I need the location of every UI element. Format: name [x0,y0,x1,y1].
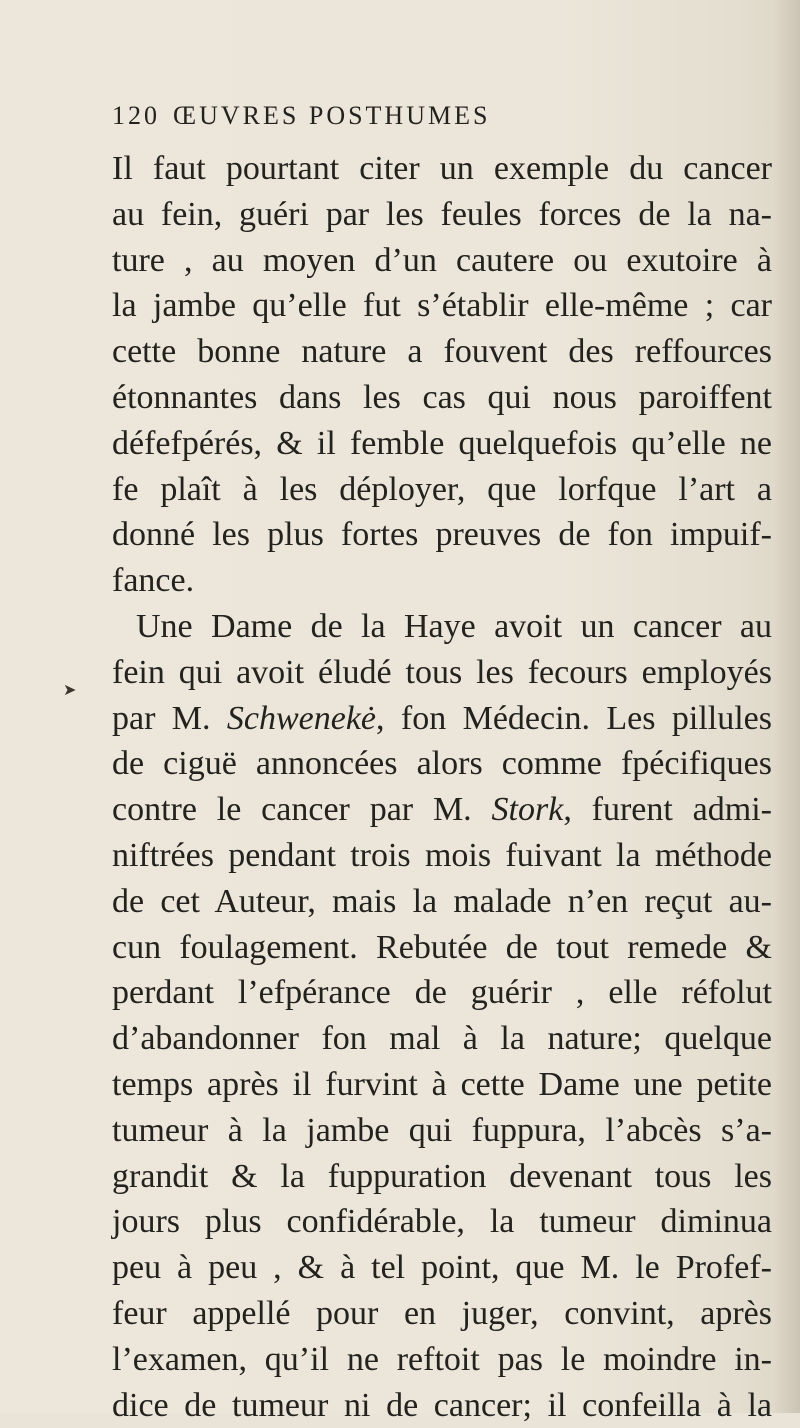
text-line: grandit & la fuppuration devenant tous les [112,1157,772,1195]
text-line: défefpérés, & il femble quelquefois qu’elle ne [112,424,772,462]
text-line: de ciguë annoncées alors comme fpécifiques [112,745,772,783]
margin-mark: ➤ [63,682,77,699]
italic-name: Stork [491,791,564,829]
text-line: peu à peu , & à tel point, que M. le Profef- [112,1249,772,1287]
text-line: jours plus confidérable, la tumeur diminua [112,1203,772,1241]
text-line: dice de tumeur ni de cancer; il confeilla à la [112,1386,772,1424]
text-line: Il faut pourtant citer un exemple du cancer [112,150,772,187]
text-line: fance. [112,562,195,600]
text-line: cette bonne nature a fouvent des reffources [112,333,772,371]
text-line: niftrées pendant trois mois fuivant la méthode [112,836,772,874]
text-line: d’abandonner fon mal à la nature; quelque [112,1020,772,1058]
running-title: ŒUVRES POSTHUMES [173,101,491,130]
text-line: temps après il furvint à cette Dame une petite [112,1065,772,1103]
body-text [112,146,772,1428]
text-line: fein qui avoit éludé tous les fecours employés [112,653,772,691]
text-line: tumeur à la jambe qui fuppura, l’abcès s’a- [112,1111,772,1149]
text-line: perdant l’efpérance de guérir , elle réfolut [112,974,772,1012]
text-line: ture , au moyen d’un cautere ou exutoire à [112,241,772,279]
text-line: Une Dame de la Haye avoit un cancer au [136,607,772,645]
running-head [112,96,672,136]
text-line: au fein, guéri par les feules forces de la na- [112,195,772,233]
text-line: la jambe qu’elle fut s’établir elle-même ; car [112,287,772,325]
text-line: donné les plus fortes preuves de fon impuif- [112,516,772,554]
text-line: étonnantes dans les cas qui nous paroiffent [112,378,772,416]
text-line: l’examen, qu’il ne reftoit pas le moindre in- [112,1340,772,1378]
page-edge-shadow [774,0,800,1413]
text-line: par M. Schwenekė, fon Médecin. Les pillules [112,699,772,737]
page-number: 120 [112,101,160,130]
text-line: fe plaît à les déployer, que lorfque l’art a [112,470,772,508]
italic-name: Schwenekė [226,699,377,737]
text-line: feur appellé pour en juger, convint, après [112,1294,772,1332]
text-line: cun foulagement. Rebutée de tout remede & [112,928,772,966]
text-line: contre le cancer par M. Stork, furent admi- [112,791,772,829]
text-line: de cet Auteur, mais la malade n’en reçut au- [112,882,772,920]
